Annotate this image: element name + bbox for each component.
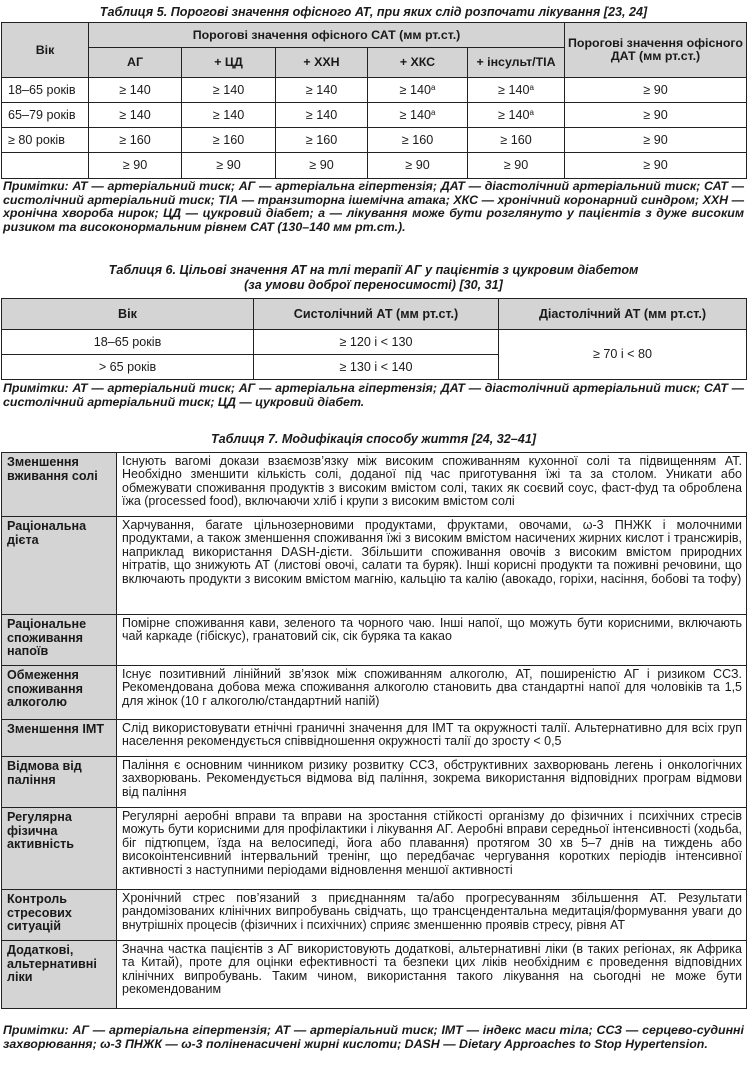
cell: ≥ 90 <box>468 153 565 179</box>
table7-note: Примітки: АГ — артеріальна гіпертензія; АТ — артеріальний тиск; ІМТ — індекс маси тіла; ССЗ — серцево-судинні захворювання; ω-3 ПНЖК — ω-3 поліненасичені жирні кислоти; DASH — Dietary Approaches to Stop Hypertension. <box>3 1023 744 1051</box>
row-text: Хронічний стрес пов’язаний з приєднанням та/або прогресуванням збільшення АТ. Результати рандомізованих клінічних випробувань свідчать, що трансцендентальна медитація/формування уваги до внутрішніх процесів (фізичних і психічних) сприяє зменшенню проявів стресу, рівня АТ <box>117 890 747 941</box>
cell-dbp: ≥ 70 і < 80 <box>499 330 747 380</box>
table-row <box>2 517 747 615</box>
row-label: Зменшення ІМТ <box>2 720 117 757</box>
footnote-mark: а <box>529 107 534 117</box>
table-row <box>2 615 747 666</box>
row-label: Відмова від паління <box>2 757 117 808</box>
table5 <box>1 22 747 179</box>
cell: ≥ 160 <box>182 128 276 153</box>
row-text: Харчування, багате цільнозерновими продуктами, фруктами, овочами, ω-3 ПНЖК і молочними продуктами, а також зменшення споживання їжі з високим вмістом насичених жирних кислот і трансжирів, наприклад використання DASH-дієти. Збільшити споживання овочів з високим вмістом природних нітратів, що знижують АТ (листові овочі, салати та буряк). Інші корисні продукти та поживні речовини, що включають продукти з високим вмістом магнію, кальцію та калію (авокадо, горіхи, насіння, бобові та тофу) <box>117 517 747 615</box>
cell-dbp: ≥ 90 <box>565 153 747 179</box>
cell-dbp: ≥ 90 <box>565 128 747 153</box>
table-row <box>2 757 747 808</box>
row-label: Регулярна фізична активність <box>2 808 117 890</box>
cell: ≥ 160 <box>468 128 565 153</box>
cell: ≥ $140^а$ <box>468 78 565 103</box>
table-row <box>2 453 747 517</box>
header-dbp: Порогові значення офісного ДАТ (мм рт.ст.) <box>565 23 747 78</box>
cell-sbp: ≥ 130 і < 140 <box>254 355 499 380</box>
cell: ≥ $140^а$ <box>368 103 468 128</box>
table-row <box>2 666 747 720</box>
header-sbp: Порогові значення офісного САТ (мм рт.ст.) <box>89 23 565 48</box>
cell-age <box>2 153 89 179</box>
footnote-mark: а <box>430 107 436 117</box>
header-dbp: Діастолічний АТ (мм рт.ст.) <box>499 299 747 330</box>
cell: ≥ 160 <box>368 128 468 153</box>
cell: ≥ 140 <box>89 103 182 128</box>
cell-age: 18–65 років <box>2 78 89 103</box>
cell: ≥ 140 <box>182 78 276 103</box>
footnote-mark: а <box>430 82 436 92</box>
cell: ≥ 90 <box>89 153 182 179</box>
row-label: Раціональна дієта <box>2 517 117 615</box>
table-row <box>2 153 747 179</box>
table6-caption-line2: (за умови доброї переносимості) [30, 31] <box>244 278 503 292</box>
cell: ≥ 140 <box>276 103 368 128</box>
cell: ≥ $140^а$ <box>468 103 565 128</box>
table5-note: Примітки: АТ — артеріальний тиск; АГ — артеріальна гіпертензія; ДАТ — діастолічний артеріальний тиск; САТ — систолічний артеріальний тиск; ТІА — транзиторна ішемічна атака; ХКС — хронічний коронарний синдром; ХХН — хронічна хвороба нирок; ЦД — цукровий діабет; а — лікування може бути розглянуто у пацієнтів з дуже високим ризиком та високонормальним рівнем САТ (130–140 мм рт.ст.). <box>3 179 744 234</box>
cell: ≥ 90 <box>182 153 276 179</box>
cell: ≥ $140^а$ <box>368 78 468 103</box>
table6-caption <box>0 263 747 293</box>
table6-caption-line1: Таблиця 6. Цільові значення АТ на тлі терапії АГ у пацієнтів з цукровим діабетом <box>108 263 639 277</box>
row-text: Значна частка пацієнтів з АГ використовують додаткові, альтернативні ліки (в таких регіонах, як Африка та Китай), проте для оцінки ефективності та безпеки цих ліків необхідним є проведення відповідних клінічних випробувань. Таким чином, використання такого лікування на сьогодні не може бути рекомендованим <box>117 941 747 1009</box>
header-age: Вік <box>2 299 254 330</box>
table-row <box>2 78 747 103</box>
row-label: Додаткові, альтернативні ліки <box>2 941 117 1009</box>
cell: ≥ 160 <box>89 128 182 153</box>
table-row <box>2 890 747 941</box>
cell: ≥ 160 <box>276 128 368 153</box>
table6 <box>1 298 747 380</box>
row-label: Контроль стресових ситуацій <box>2 890 117 941</box>
subheader-cd: + ЦД <box>182 48 276 78</box>
cell-dbp: ≥ 90 <box>565 103 747 128</box>
footnote-mark: а <box>529 82 534 92</box>
subheader-hks: + ХКС <box>368 48 468 78</box>
table-row <box>2 103 747 128</box>
row-label: Зменшення вживання солі <box>2 453 117 517</box>
cell: ≥ 140 <box>276 78 368 103</box>
cell: ≥ 140 <box>182 103 276 128</box>
cell-dbp: ≥ 90 <box>565 78 747 103</box>
cell-age: 18–65 років <box>2 330 254 355</box>
table7-caption: Таблиця 7. Модифікація способу життя [24, 32–41] <box>210 432 537 446</box>
row-label: Раціональне споживання напоїв <box>2 615 117 666</box>
table7 <box>1 452 747 1009</box>
table6-note: Примітки: АТ — артеріальний тиск; АГ — артеріальна гіпертензія; ДАТ — діастолічний артеріальний тиск; САТ — систолічний артеріальний тиск; ЦД — цукровий діабет. <box>3 381 744 409</box>
cell-age: > 65 років <box>2 355 254 380</box>
header-age: Вік <box>2 23 89 78</box>
table-row <box>2 330 747 355</box>
row-label: Обмеження споживання алкоголю <box>2 666 117 720</box>
cell: ≥ 140 <box>89 78 182 103</box>
table-row <box>2 808 747 890</box>
row-text: Паління є основним чинником ризику розвитку ССЗ, обструктивних захворювань легень і онкологічних захворювань. Рекомендується відмова від паління, зокрема використання відповідних програм відмови від паління <box>117 757 747 808</box>
cell: ≥ 90 <box>276 153 368 179</box>
cell: ≥ 90 <box>368 153 468 179</box>
table5-caption: Таблиця 5. Порогові значення офісного АТ, при яких слід розпочати лікування [23, 24] <box>99 5 648 19</box>
row-text: Помірне споживання кави, зеленого та чорного чаю. Інші напої, що можуть бути корисними, включають чай каркаде (гібіскус), гранатовий сік, сік буряка та какао <box>117 615 747 666</box>
row-text: Існують вагомі докази взаємозв’язку між високим споживанням кухонної солі та підвищенням АТ. Необхідно зменшити кількість солі, доданої під час приготування їжі та за столом. Уникати або обмежувати споживання продуктів з високим вмістом солі, таких як соєвий соус, фаст-фуд та оброблена їжа (processed food), включаючи хліб і крупи з високим вмістом солі <box>117 453 747 517</box>
row-text: Слід використовувати етнічні граничні значення для ІМТ та окружності талії. Альтернативно для всіх груп населення рекомендується співвідношення окружності талії до зросту < 0,5 <box>117 720 747 757</box>
table-row <box>2 941 747 1009</box>
subheader-hhn: + ХХН <box>276 48 368 78</box>
row-text: Регулярні аеробні вправи та вправи на зростання стійкості організму до фізичних і психічних стресів можуть бути корисними для профілактики і лікування АГ. Аеробні вправи середньої інтенсивності (ходьба, біг підтюпцем, їзда на велосипеді, йога або плавання) протягом 30 хв 5–7 днів на тиждень або високоінтенсивний інтервальний тренінг, що передбачає чергування коротких періодів інтенсивної активності з наступними періодами відновлення меншої активності <box>117 808 747 890</box>
subheader-ag: АГ <box>89 48 182 78</box>
subheader-stroke: + інсульт/ТІА <box>468 48 565 78</box>
cell-age: 65–79 років <box>2 103 89 128</box>
row-text: Існує позитивний лінійний зв’язок між споживанням алкоголю, АТ, поширеністю АГ і ризиком ССЗ. Рекомендована добова межа споживання алкоголю становить два стандартні напої для чоловіків та 1,5 для жінок (10 г алкоголю/стандартний напій) <box>117 666 747 720</box>
cell-sbp: ≥ 120 і < 130 <box>254 330 499 355</box>
table-row <box>2 720 747 757</box>
cell-age: ≥ 80 років <box>2 128 89 153</box>
header-sbp: Систолічний АТ (мм рт.ст.) <box>254 299 499 330</box>
table-row <box>2 128 747 153</box>
